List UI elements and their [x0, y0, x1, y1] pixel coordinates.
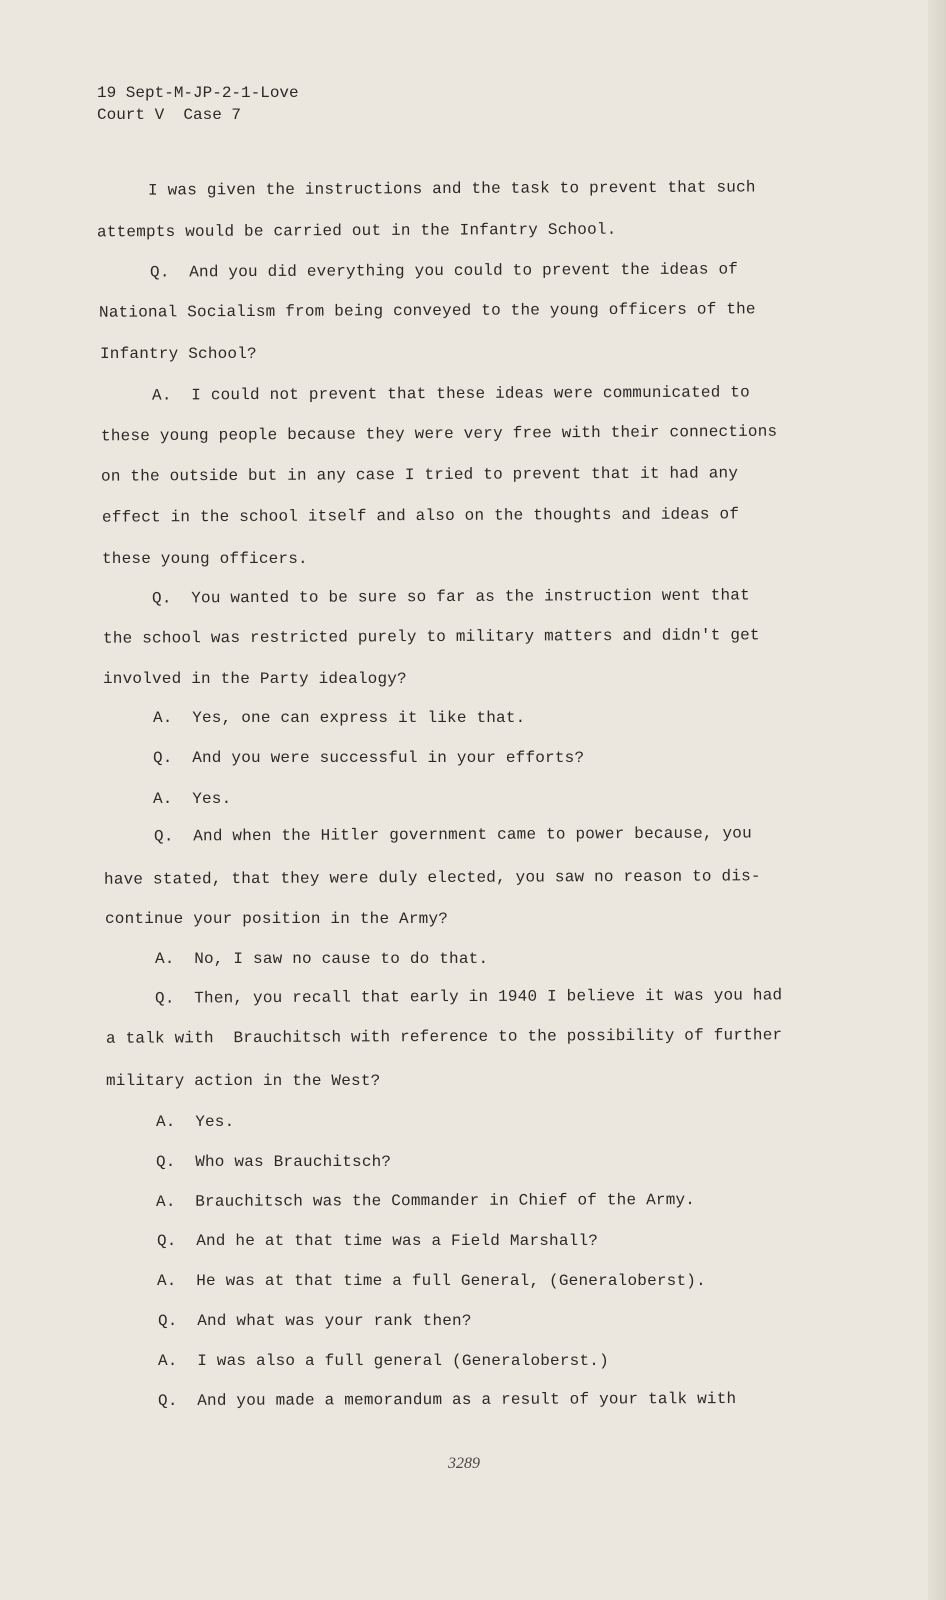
transcript-line: A. Yes, one can express it like that.: [153, 709, 526, 727]
transcript-line: Q. You wanted to be sure so far as the instruction went that: [151, 586, 750, 608]
transcript-line: the school was restricted purely to military matters and didn't get: [102, 626, 760, 648]
transcript-line: Q. And you did everything you could to prevent the ideas of: [149, 260, 739, 282]
transcript-line: Q. Then, you recall that early in 1940 I believe it was you had: [154, 986, 783, 1008]
transcript-line: these young people because they were very free with their connections: [100, 422, 778, 446]
transcript-line: A. Yes.: [153, 790, 232, 808]
transcript-line: have stated, that they were duly elected, you saw no reason to dis-: [103, 867, 761, 889]
transcript-line: Q. Who was Brauchitsch?: [156, 1153, 392, 1171]
transcript-line: these young officers.: [102, 550, 308, 568]
transcript-line: Q. And when the Hitler government came to power because, you: [153, 824, 752, 846]
transcript-line: A. Yes.: [156, 1113, 235, 1131]
transcript-line: Q. And he at that time was a Field Marshall?: [157, 1232, 599, 1250]
page-number: 3289: [448, 1455, 480, 1472]
transcript-line: I was given the instructions and the task to prevent that such: [147, 178, 756, 200]
transcript-line: A. I could not prevent that these ideas were communicated to: [151, 383, 750, 405]
transcript-line: Q. And you were successful in your efforts?: [153, 749, 585, 767]
transcript-line: A. He was at that time a full General, (Generaloberst).: [157, 1272, 706, 1290]
transcript-line: National Socialism from being conveyed to the young officers of the: [98, 300, 756, 322]
transcript-line: a talk with Brauchitsch with reference to the possibility of further: [105, 1026, 783, 1048]
transcript-line: attempts would be carried out in the Infantry School.: [96, 220, 617, 242]
transcript-line: effect in the school itself and also on the thoughts and ideas of: [101, 505, 740, 527]
document-header: [97, 82, 299, 126]
transcript-line: involved in the Party idealogy?: [103, 670, 407, 688]
transcript-line: Infantry School?: [100, 345, 257, 363]
transcript-line: Q. And you made a memorandum as a result of your talk with: [157, 1389, 737, 1411]
transcript-line: A. No, I saw no cause to do that.: [155, 950, 489, 968]
transcript-line: military action in the West?: [106, 1072, 381, 1090]
paper-edge: [928, 0, 946, 1600]
transcript-line: A. I was also a full general (Generaloberst.): [158, 1352, 609, 1370]
header-court-case: Court V Case 7: [97, 106, 242, 124]
transcript-line: on the outside but in any case I tried to prevent that it had any: [100, 464, 739, 486]
header-file-reference: 19 Sept-M-JP-2-1-Love: [97, 84, 299, 102]
transcript-line: A. Brauchitsch was the Commander in Chief of the Army.: [155, 1191, 696, 1211]
transcript-line: continue your position in the Army?: [105, 910, 449, 928]
transcript-line: Q. And what was your rank then?: [158, 1312, 472, 1330]
